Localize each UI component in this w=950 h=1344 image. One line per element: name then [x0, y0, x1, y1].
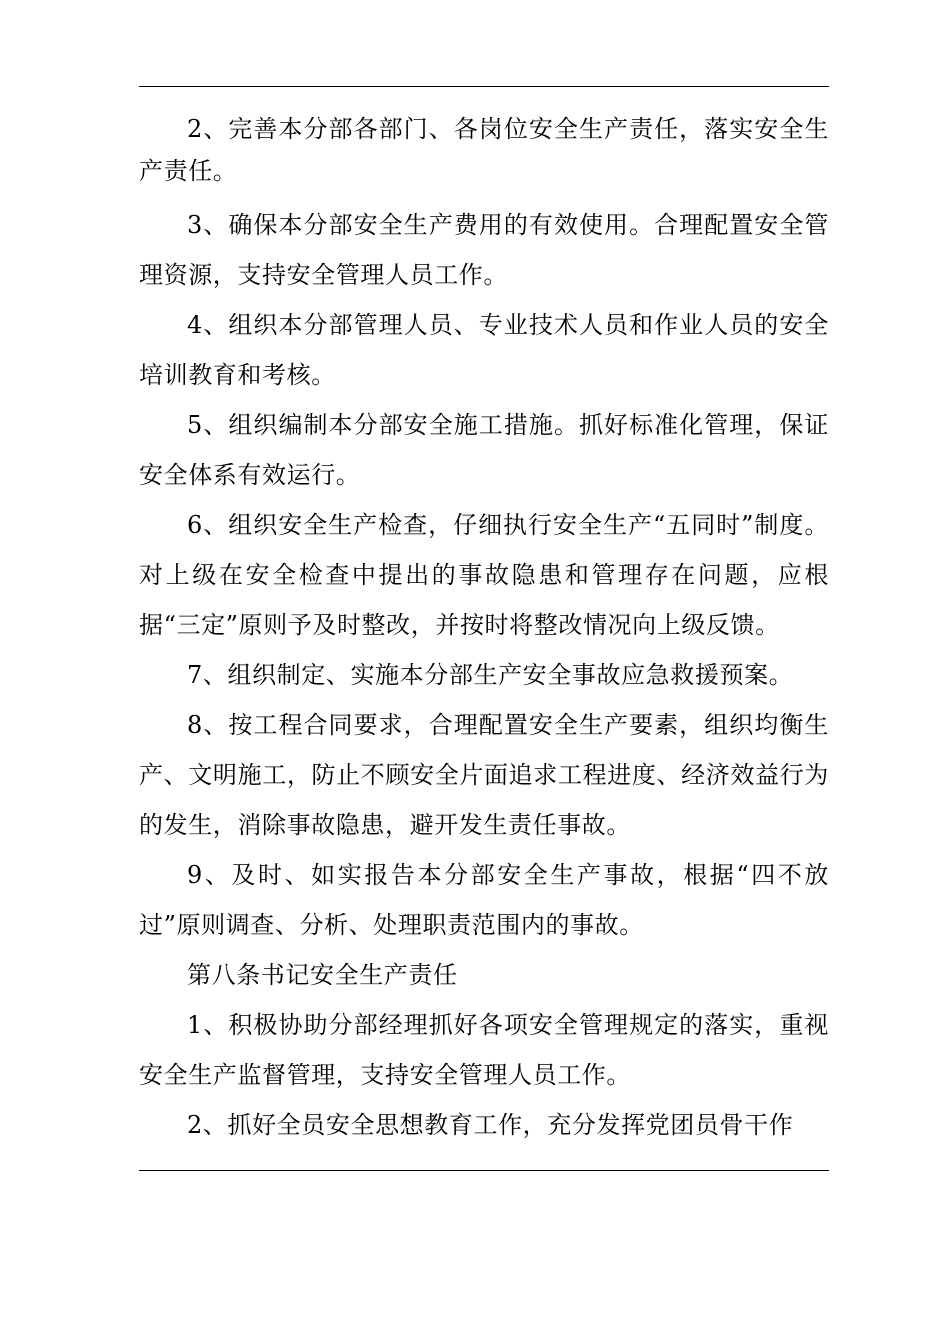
- paragraph-item-3-safety-funds: 3、确保本分部安全生产费用的有效使用。合理配置安全管理资源，支持安全管理人员工作。: [139, 211, 829, 289]
- paragraph-item-7-emergency-plan: 7、组织制定、实施本分部生产安全事故应急救援预案。: [187, 661, 794, 689]
- paragraph-item-6-safety-inspection: 6、组织安全生产检查，仔细执行安全生产“五同时”制度。对上级在安全检查中提出的事故隐患和管理存在问题，应根据“三定”原则予及时整改，并按时将整改情况向上级反馈。: [139, 511, 829, 639]
- paragraph-item-5-construction-measures: 5、组织编制本分部安全施工措施。抓好标准化管理，保证安全体系有效运行。: [139, 411, 829, 489]
- paragraph-secretary-item-1: 1、积极协助分部经理抓好各项安全管理规定的落实，重视安全生产监督管理，支持安全管理人员工作。: [139, 1011, 829, 1089]
- footer-rule: [139, 1170, 829, 1171]
- paragraph-item-2-complete-responsibility: 2、完善本分部各部门、各岗位安全生产责任，落实安全生产责任。: [139, 115, 829, 185]
- paragraph-item-8-contract-requirements: 8、按工程合同要求，合理配置安全生产要素，组织均衡生产、文明施工，防止不顾安全片面追求工程进度、经济效益行为的发生，消除事故隐患，避开发生责任事故。: [139, 711, 829, 839]
- article-heading-secretary: 第八条书记安全生产责任: [187, 961, 458, 989]
- paragraph-item-4-training: 4、组织本分部管理人员、专业技术人员和作业人员的安全培训教育和考核。: [139, 311, 829, 389]
- document-body: [139, 108, 829, 1150]
- paragraph-secretary-item-2: 2、抓好全员安全思想教育工作，充分发挥党团员骨干作: [187, 1111, 794, 1139]
- paragraph-item-9-accident-reporting: 9、及时、如实报告本分部安全生产事故，根据“四不放过”原则调查、分析、处理职责范围内的事故。: [139, 861, 829, 939]
- header-rule: [139, 86, 829, 87]
